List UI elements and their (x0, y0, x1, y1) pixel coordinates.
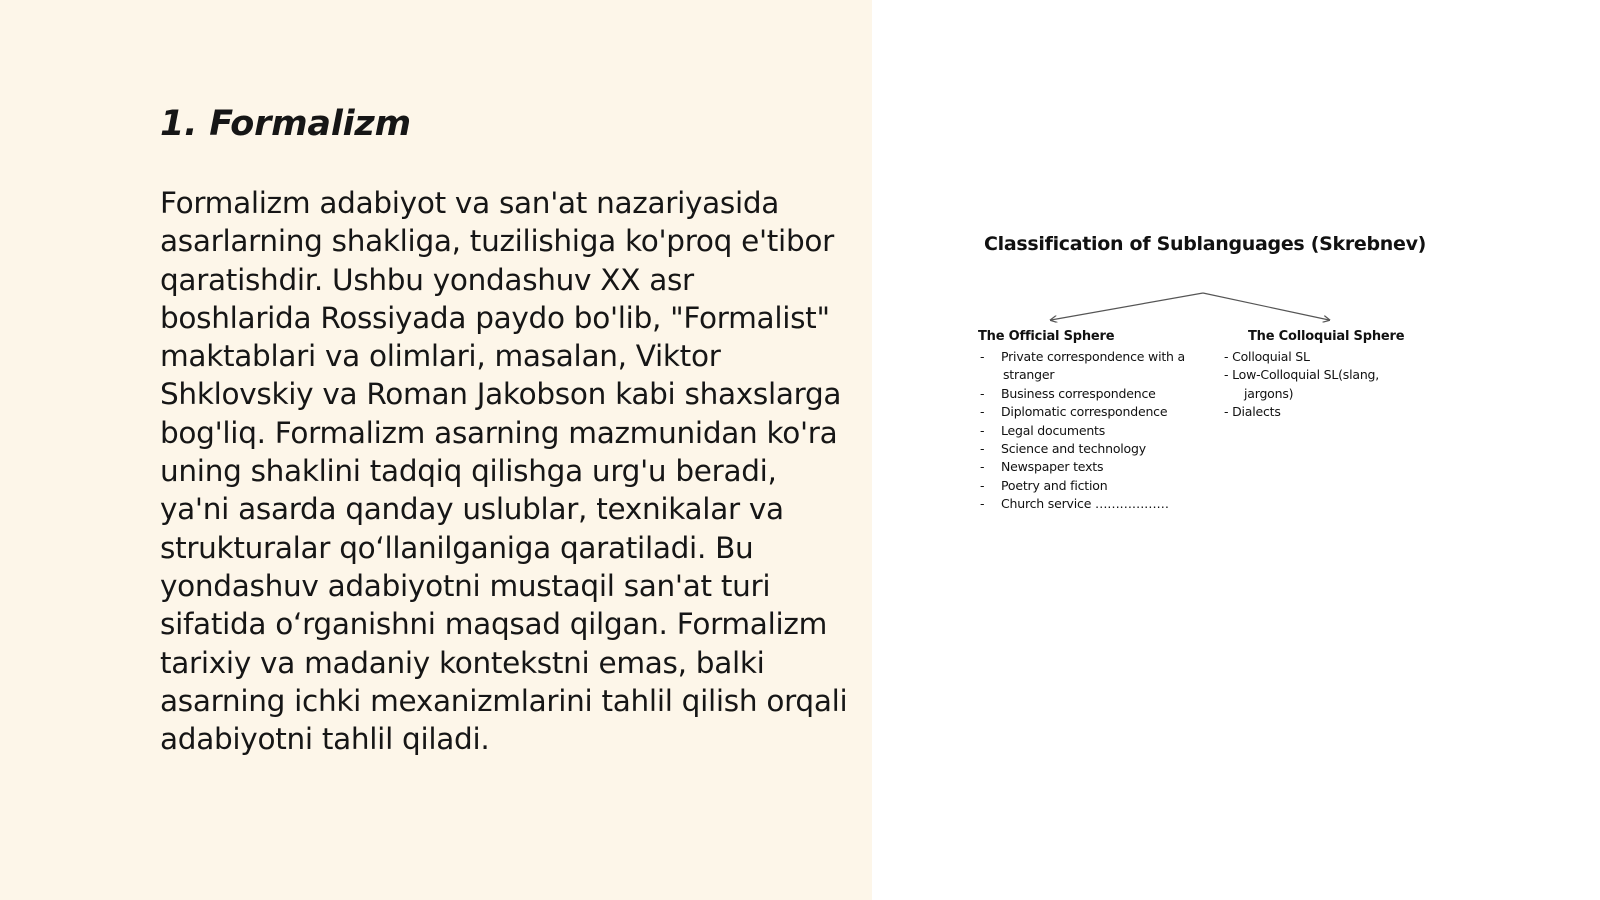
list-item: - Legal documents (980, 422, 1106, 438)
list-item: - Private correspondence with a stranger (980, 349, 1186, 383)
list-item: - Poetry and fiction (980, 477, 1108, 493)
diagram-title: Classification of Sublanguages (Skrebnev) (984, 233, 1427, 255)
list-item: - Low-Colloquial SL(slang, jargons) (1224, 367, 1380, 401)
slide-body-text: Formalizm adabiyot va san'at nazariyasida asarlarning shakliga, tuzilishiga ko'proq e'tibor qaratishdir. Ushbu yondashuv XX asr boshlarida Rossiyada paydo bo'lib, "Formalist" maktablari va olimlari, masalan, Viktor Shklovskiy va Roman Jakobson kabi shaxslarga bog'liq. Formalizm asarning mazmunidan ko'ra uning shaklini tadqiq qilishga urg'u beradi, ya'ni asarda qanday uslublar, texnikalar va strukturalar qo‘llanilganiga qaratiladi. Bu yondashuv adabiyotni mustaqil san'at turi sifatida o‘rganishni maqsad qilgan. Formalizm tarixiy va madaniy kontekstni emas, balki asarning ichki mexanizmlarini tahlil qilish orqali adabiyotni tahlil qiladi. (160, 186, 848, 757)
official-sphere-list (980, 348, 1210, 514)
list-item: - Church service ……………… (980, 496, 1169, 512)
official-sphere-heading: The Official Sphere (978, 329, 1115, 344)
slide-title: 1. Formalizm (160, 104, 411, 144)
arrow-to-official (1051, 293, 1203, 320)
list-item: - Diplomatic correspondence (980, 404, 1168, 420)
list-item: - Business correspondence (980, 385, 1156, 401)
list-item: - Newspaper texts (980, 459, 1104, 475)
arrow-to-colloquial (1203, 293, 1329, 320)
list-item: - Colloquial SL (1224, 349, 1310, 364)
list-item: - Dialects (1224, 404, 1281, 420)
colloquial-sphere-heading: The Colloquial Sphere (1248, 329, 1405, 344)
branch-arrows (972, 228, 1432, 328)
list-item: - Science and technology (980, 441, 1146, 457)
sublanguages-diagram (972, 228, 1432, 528)
colloquial-sphere-list (1224, 348, 1424, 422)
